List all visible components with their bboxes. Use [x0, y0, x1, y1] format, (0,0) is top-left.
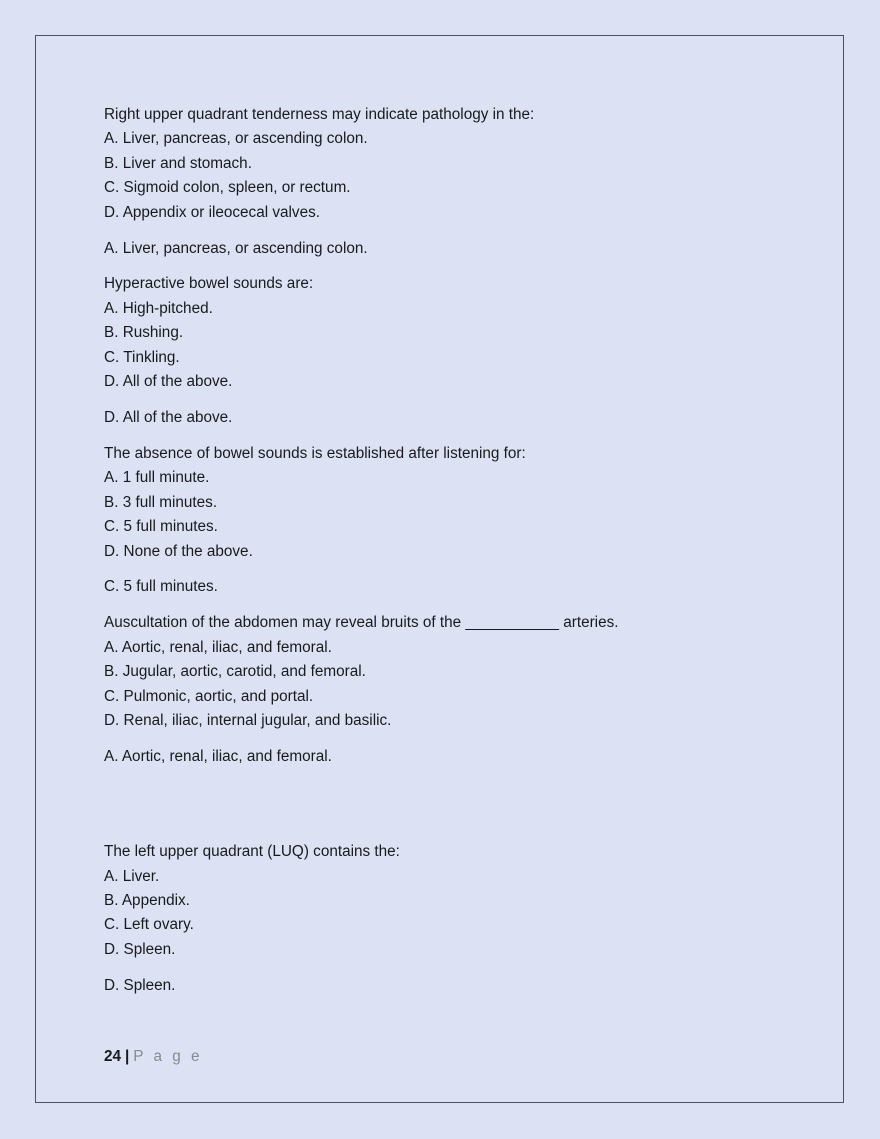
footer-separator: |	[125, 1048, 130, 1065]
option-b: B. Appendix.	[104, 892, 190, 910]
question-4	[104, 611, 804, 769]
answer: D. All of the above.	[104, 408, 233, 426]
option-c: C. Sigmoid colon, spleen, or rectum.	[104, 179, 351, 197]
option-b: B. Liver and stomach.	[104, 154, 252, 172]
question-3	[104, 442, 804, 600]
option-b: B. 3 full minutes.	[104, 493, 218, 511]
spacer	[104, 769, 804, 840]
page-number: 24	[104, 1048, 122, 1065]
option-d: D. Renal, iliac, internal jugular, and basilic.	[104, 711, 392, 729]
question-1	[104, 103, 804, 261]
question-stem: The absence of bowel sounds is established after listening for:	[104, 444, 526, 462]
answer: A. Aortic, renal, iliac, and femoral.	[104, 747, 332, 765]
option-a: A. Liver, pancreas, or ascending colon.	[104, 130, 368, 148]
option-d: D. All of the above.	[104, 373, 233, 391]
spacer	[104, 261, 804, 273]
question-5	[104, 840, 804, 998]
question-stem: The left upper quadrant (LUQ) contains the:	[104, 843, 400, 861]
option-c: C. Tinkling.	[104, 348, 180, 366]
answer: A. Liver, pancreas, or ascending colon.	[104, 239, 368, 257]
spacer	[104, 430, 804, 442]
page-footer	[104, 1045, 203, 1069]
option-a: A. 1 full minute.	[104, 469, 210, 487]
question-stem: Right upper quadrant tenderness may indicate pathology in the:	[104, 106, 535, 123]
question-stem: Hyperactive bowel sounds are:	[104, 275, 314, 293]
option-c: C. 5 full minutes.	[104, 518, 218, 536]
option-b: B. Rushing.	[104, 324, 184, 342]
option-d: D. Appendix or ileocecal valves.	[104, 203, 320, 221]
page-label: P a g e	[133, 1048, 203, 1065]
option-d: D. None of the above.	[104, 542, 253, 560]
answer: C. 5 full minutes.	[104, 578, 218, 596]
option-a: A. High-pitched.	[104, 299, 213, 317]
question-2	[104, 272, 804, 430]
option-a: A. Liver.	[104, 867, 160, 885]
option-d: D. Spleen.	[104, 940, 176, 958]
spacer	[104, 600, 804, 612]
option-c: C. Pulmonic, aortic, and portal.	[104, 687, 314, 705]
option-c: C. Left ovary.	[104, 916, 194, 934]
document-content	[104, 103, 804, 998]
answer: D. Spleen.	[104, 976, 176, 994]
option-b: B. Jugular, aortic, carotid, and femoral.	[104, 663, 366, 681]
question-stem: Auscultation of the abdomen may reveal bruits of the ___________ arteries.	[104, 614, 619, 632]
option-a: A. Aortic, renal, iliac, and femoral.	[104, 638, 332, 656]
